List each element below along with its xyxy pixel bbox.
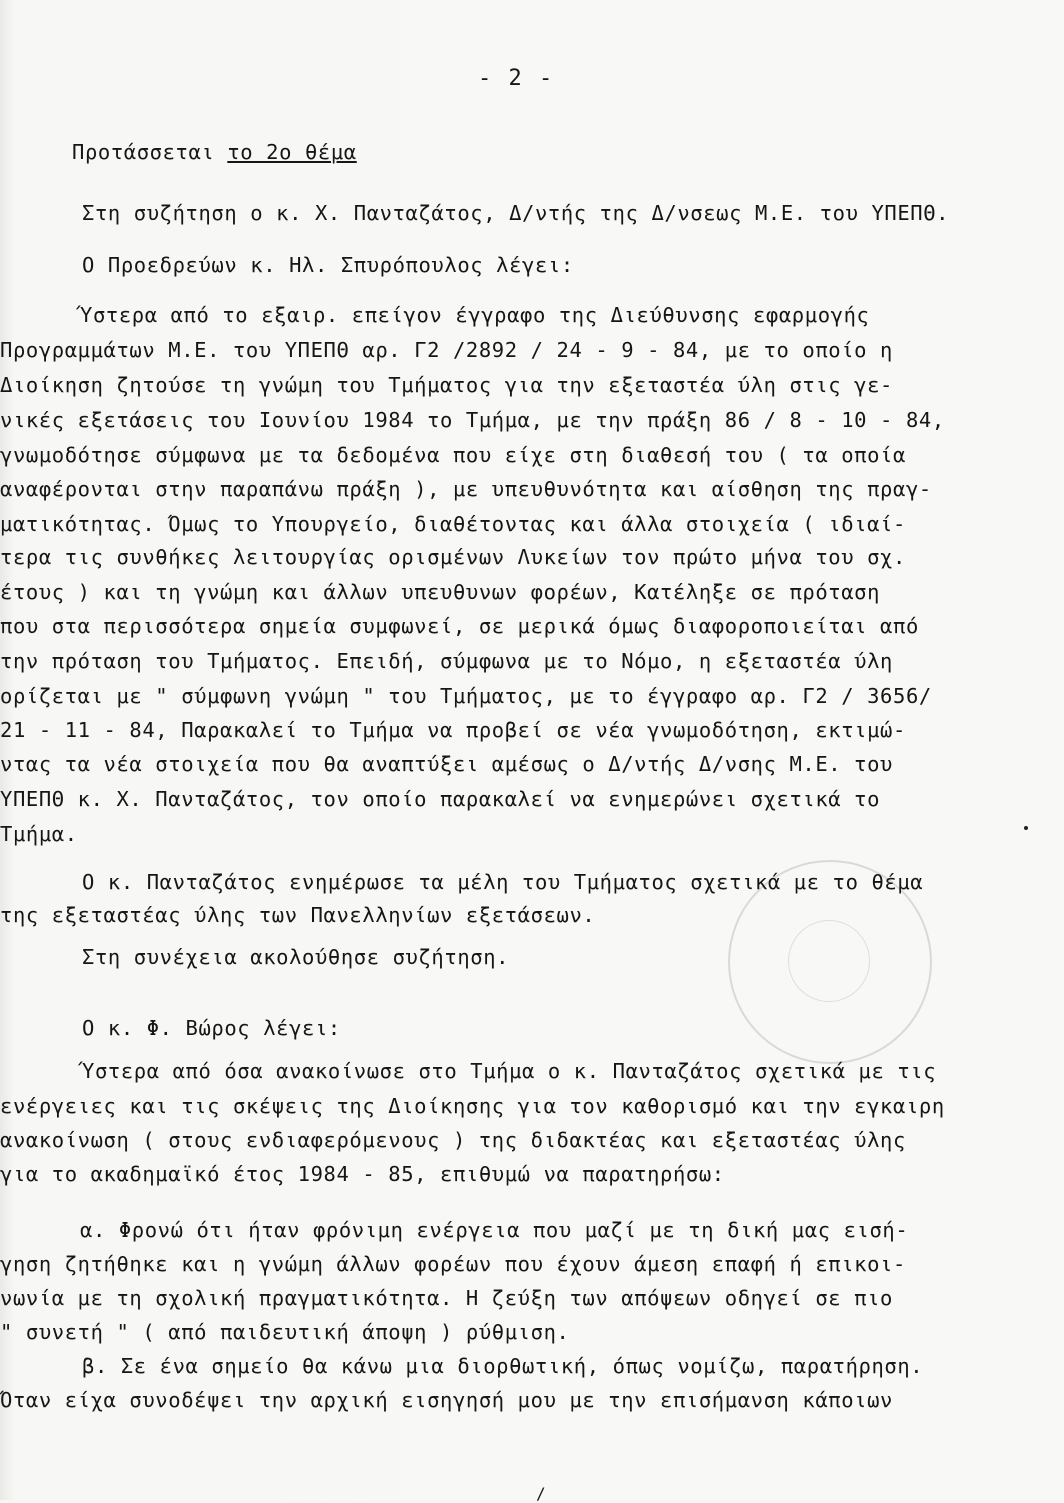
- text-line: ενέργειες και τις σκέψεις της Διοίκησης για τον καθορισμό και την εγκαιρη: [0, 1094, 945, 1118]
- text-line: α. Φρονώ ότι ήταν φρόνιμη ενέργεια που μαζί με τη δική μας εισή-: [80, 1218, 909, 1242]
- topic-underlined: το 2ο θέμα: [227, 140, 357, 164]
- text-line: Τμήμα.: [0, 822, 78, 846]
- text-line: που στα περισσότερα σημεία συμφωνεί, σε μερικά όμως διαφοροποιείται από: [0, 614, 919, 638]
- text-line: Όταν είχα συνοδέψει την αρχική εισηγησή μου με την επισήμανση κάποιων: [0, 1388, 894, 1412]
- text-line: την πρόταση του Τμήματος. Επειδή, σύμφωνα με το Νόμο, η εξεταστέα ύλη: [0, 649, 894, 673]
- text-line: Προγραμμάτων Μ.Ε. του ΥΠΕΠΘ αρ. Γ2 /2892 / 24 - 9 - 84, με το οποίο η: [0, 338, 894, 362]
- text-line: τερα τις συνθήκες λειτουργίας ορισμένων Λυκείων τον πρώτο μήνα του σχ.: [0, 545, 906, 569]
- text-line: γηση ζητήθηκε και η γνώμη άλλων φορέων που έχουν άμεση επαφή ή επικοι-: [0, 1252, 906, 1276]
- page-number: - 2 -: [478, 66, 555, 91]
- text-line: 21 - 11 - 84, Παρακαλεί το Τμήμα να προβεί σε νέα γνωμοδότηση, εκτιμώ-: [0, 718, 906, 742]
- text-line: νικές εξετάσεις του Ιουνίου 1984 το Τμήμα, με την πράξη 86 / 8 - 10 - 84,: [0, 408, 945, 432]
- text-line: ορίζεται με " σύμφωνη γνώμη " του Τμήματος, με το έγγραφο αρ. Γ2 / 3656/: [0, 684, 932, 708]
- text-line: για το ακαδημαϊκό έτος 1984 - 85, επιθυμώ να παρατηρήσω:: [0, 1162, 725, 1186]
- text-line: Ο κ. Πανταζάτος ενημέρωσε τα μέλη του Τμήματος σχετικά με το θέμα: [82, 870, 924, 894]
- topic-prefix: Προτάσσεται: [72, 140, 228, 164]
- text-line: ματικότητας. Όμως το Υπουργείο, διαθέτοντας και άλλα στοιχεία ( ιδιαί-: [0, 512, 906, 536]
- text-line: Ο Προεδρεύων κ. Ηλ. Σπυρόπουλος λέγει:: [82, 253, 574, 277]
- text-line: Διοίκηση ζητούσε τη γνώμη του Τμήματος για την εξεταστέα ύλη στις γε-: [0, 373, 894, 397]
- topic-line: [72, 140, 357, 164]
- text-line: β. Σε ένα σημείο θα κάνω μια διορθωτική, όπως νομίζω, παρατήρηση.: [82, 1354, 924, 1378]
- text-line: " συνετή " ( από παιδευτική άποψη ) ρύθμιση.: [0, 1320, 570, 1344]
- text-line: έτους ) και τη γνώμη και άλλων υπευθυνων φορέων, Κατέληξε σε πρόταση: [0, 580, 881, 604]
- text-line: νωνία με τη σχολική πραγματικότητα. Η ζεύξη των απόψεων οδηγεί σε πιο: [0, 1286, 894, 1310]
- seal-stamp-center: [788, 920, 870, 1002]
- text-line: αναφέρονται στην παραπάνω πράξη ), με υπευθυνότητα και αίσθηση της πραγ-: [0, 477, 932, 501]
- text-line: Στη συνέχεια ακολούθησε συζήτηση.: [82, 945, 510, 969]
- text-line: Ύστερα από όσα ανακοίνωσε στο Τμήμα ο κ. Πανταζάτος σχετικά με τις: [82, 1059, 937, 1083]
- text-line: ανακοίνωση ( στους ενδιαφερόμενους ) της διδακτέας και εξεταστέας ύλης: [0, 1128, 906, 1152]
- text-line: Στη συζήτηση ο κ. Χ. Πανταζάτος, Δ/ντής της Δ/νσεως Μ.Ε. του ΥΠΕΠΘ.: [82, 201, 950, 225]
- text-line: Ύστερα από το εξαιρ. επείγον έγγραφο της Διεύθυνσης εφαρμογής: [80, 303, 870, 327]
- text-line: ΥΠΕΠΘ κ. Χ. Πανταζάτος, τον οποίο παρακαλεί να ενημερώνει σχετικά το: [0, 787, 881, 811]
- text-line: της εξεταστέας ύλης των Πανελληνίων εξετάσεων.: [0, 903, 596, 927]
- text-line: ντας τα νέα στοιχεία που θα αναπτύξει αμέσως ο Δ/ντής Δ/νσης Μ.Ε. του: [0, 752, 894, 776]
- text-line: Ο κ. Φ. Βώρος λέγει:: [82, 1016, 341, 1040]
- text-line: γνωμοδότησε σύμφωνα με τα δεδομένα που είχε στη διαθεσή του ( τα οποία: [0, 443, 906, 467]
- footer-mark: /: [536, 1484, 546, 1503]
- ink-dot: [1024, 826, 1028, 830]
